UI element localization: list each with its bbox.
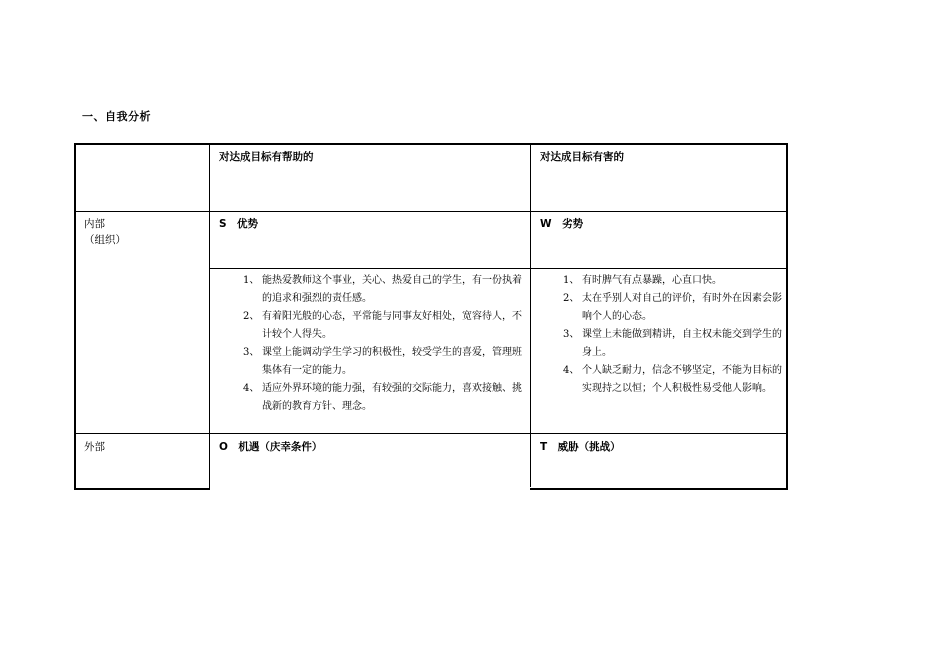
- list-item-number: 3、: [563, 329, 580, 340]
- list-item-text: 能热爱教师这个事业，关心、热爱自己的学生，有一份执着的追求和强烈的责任感。: [262, 275, 522, 304]
- list-item-number: 2、: [243, 311, 260, 322]
- section-heading: 一、自我分析: [82, 110, 151, 123]
- table-bottom-border-left: [74, 488, 210, 490]
- list-item-number: 4、: [563, 365, 580, 376]
- list-item: [243, 344, 524, 380]
- list-item-text: 有时脾气有点暴躁，心直口快。: [582, 275, 722, 286]
- col-divider-1: [209, 144, 210, 490]
- col-divider-2: [530, 144, 531, 487]
- list-item: [563, 326, 783, 362]
- list-item-number: 1、: [243, 275, 260, 286]
- list-item-text: 适应外界环境的能力强，有较强的交际能力，喜欢接触、挑战新的教育方针、理念。: [262, 383, 522, 412]
- list-item-number: 1、: [563, 275, 580, 286]
- list-item: [243, 308, 524, 344]
- column-header-harmful: 对达成目标有害的: [540, 151, 624, 163]
- row-divider-header: [75, 211, 787, 212]
- table-bottom-border-right: [530, 488, 788, 490]
- row-divider-internal: [75, 433, 787, 434]
- column-header-helpful: 对达成目标有帮助的: [219, 151, 314, 163]
- list-item-number: 2、: [563, 293, 580, 304]
- list-item: [243, 272, 524, 308]
- list-item-text: 课堂上能调动学生学习的积极性，较受学生的喜爱，管理班集体有一定的能力。: [262, 347, 522, 376]
- list-item-text: 个人缺乏耐力，信念不够坚定，不能为目标的实现持之以恒；个人积极性易受他人影响。: [582, 365, 782, 394]
- list-item-text: 课堂上未能做到精讲，自主权未能交到学生的身上。: [582, 329, 782, 358]
- weaknesses-label: W 劣势: [540, 218, 584, 230]
- strengths-label: S 优势: [219, 218, 259, 230]
- row-divider-sw-label: [209, 268, 787, 269]
- threats-label: T 威胁（挑战）: [540, 441, 621, 453]
- list-item: [563, 272, 783, 290]
- row-label-internal-org: （组织）: [84, 234, 126, 246]
- list-item: [563, 362, 783, 398]
- list-item-text: 有着阳光般的心态，平常能与同事友好相处，宽容待人，不计较个人得失。: [262, 311, 522, 340]
- row-label-external: 外部: [84, 441, 105, 453]
- list-item: [243, 380, 524, 416]
- strengths-list: [243, 272, 524, 416]
- weaknesses-list: [563, 272, 783, 398]
- row-label-internal: 内部: [84, 218, 105, 230]
- list-item: [563, 290, 783, 326]
- list-item-text: 太在乎别人对自己的评价，有时外在因素会影响个人的心态。: [582, 293, 782, 322]
- list-item-number: 4、: [243, 383, 260, 394]
- list-item-number: 3、: [243, 347, 260, 358]
- opportunities-label: O 机遇（庆幸条件）: [219, 441, 323, 453]
